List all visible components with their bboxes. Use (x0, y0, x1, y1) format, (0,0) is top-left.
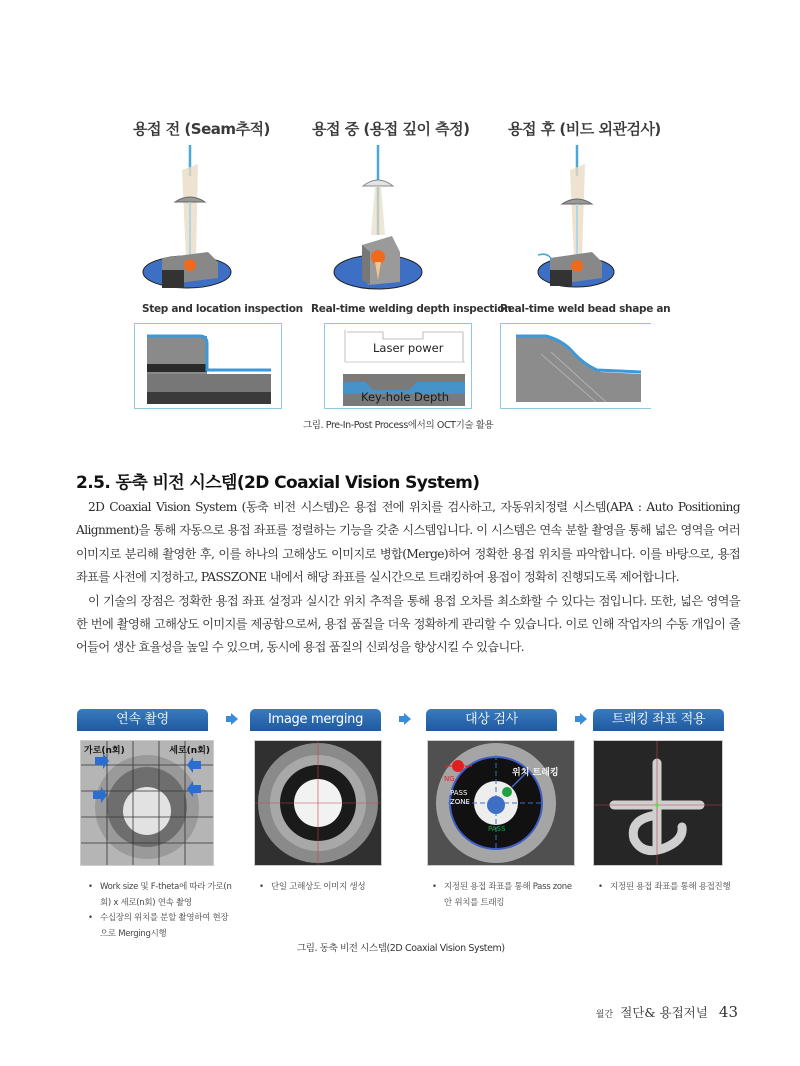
page-footer (596, 1002, 738, 1021)
bullet-item: • Work size 및 F-theta에 따라 가로(n회) x 세로(n회) 연속 촬영 (86, 880, 236, 911)
journal-name: 절단& 용접저널 (620, 1005, 708, 1020)
paragraph-2: 이 기술의 장점은 정확한 용접 좌표 설정과 실시간 위치 추적을 통해 용접 오차를 최소화할 수 있다는 점입니다. 또한, 넓은 영역을 한 번에 촬영해 고해상도 이미지를 제공함으로써, 용접 품질을 더욱 정확하게 관리할 수 있습니다. 이로 인해 작업자의 수동 개입이 줄어들어 생산 효율성을 높일 수 있으며, 동시에 용접 품질의 신뢰성을 향상시킬 수 있습니다. (76, 593, 740, 655)
keyhole-depth-label: Key-hole Depth (361, 390, 450, 404)
page-number: 43 (718, 1003, 738, 1021)
image-merged (254, 740, 382, 866)
result-box-bead-inspection (500, 323, 651, 409)
stage-subtitle-after: Real-time weld bead shape an (500, 303, 671, 315)
stage-subtitle-before: Step and location inspection (142, 303, 303, 315)
bullets-continuous-capture (86, 880, 236, 942)
stage-subtitle-during: Real-time welding depth inspection (311, 303, 512, 315)
image-continuous-capture (80, 740, 214, 866)
horizontal-count-label: 가로(n회) (84, 746, 125, 756)
arrow-right-icon (580, 713, 587, 725)
paragraph-1: 2D Coaxial Vision System (동축 비전 시스템)은 용접 전에 위치를 검사하고, 자동위치정렬 시스템(APA : Auto Positioning Alignment)을 통해 자동으로 용접 좌표를 정렬하는 기능을 갖춘 시스템입니다. 이 시스템은 연속 분할 촬영을 통해 넓은 영역을 여러 이미지로 분리해 촬영한 후, 이를 하나의 고해상도 이미지로 병합(Merge)하여 정확한 용접 위치를 파악합니다. 이를 바탕으로, 용접 좌표를 사전에 지정하고, PASSZONE 내에서 해당 좌표를 실시간으로 트래킹하여 용접이 정확히 진행되도록 제어합니다. (76, 500, 740, 585)
step-image-merging: Image merging (250, 709, 381, 731)
result-box-depth-inspection (324, 323, 472, 409)
stage-title-after: 용접 후 (비드 외관검사) (508, 120, 661, 138)
figure2-caption: 그림. 동축 비전 시스템(2D Coaxial Vision System) (297, 943, 505, 954)
stage-before-illustration (143, 145, 231, 288)
image-tracking-applied (593, 740, 723, 866)
pass-zone-label: PASS ZONE (450, 789, 470, 806)
position-tracking-label: 위치 트래킹 (512, 768, 559, 778)
bullet-item: • 수십장의 위치를 분할 촬영하여 현장으로 Merging시행 (86, 911, 236, 942)
bullets-image-merging (257, 880, 407, 896)
bullet-item: • 지정된 용접 좌표를 통해 용접진행 (596, 880, 746, 896)
figure1-caption: 그림. Pre-In-Post Process에서의 OCT기술 활용 (303, 420, 494, 431)
step-tracking-coordinates: 트래킹 좌표 적용 (593, 709, 724, 731)
vertical-count-label: 세로(n회) (169, 746, 210, 756)
laser-illustrations (130, 140, 650, 295)
stage-title-during: 용접 중 (용접 깊이 측정) (312, 120, 470, 138)
bullet-item: • 지정된 용접 좌표를 통해 Pass zone안 위치를 트래킹 (430, 880, 575, 911)
footer-prefix: 월간 (595, 1010, 614, 1020)
laser-power-label: Laser power (373, 341, 444, 355)
image-target-inspection (427, 740, 575, 866)
section-body (76, 496, 740, 660)
arrow-right-icon (231, 713, 238, 725)
step-target-inspection: 대상 검사 (426, 709, 557, 731)
bullet-item: • 단일 고해상도 이미지 생성 (257, 880, 407, 896)
pass-label: PASS (488, 825, 506, 833)
bullets-target-inspection (430, 880, 575, 911)
arrow-right-icon (404, 713, 411, 725)
stage-after-illustration (538, 145, 614, 287)
bullets-tracking (596, 880, 746, 896)
result-box-step-inspection (134, 323, 282, 409)
stage-during-illustration (334, 145, 422, 289)
section-title: 2.5. 동축 비전 시스템(2D Coaxial Vision System) (76, 473, 480, 493)
ng-label: NG (444, 775, 455, 783)
stage-title-before: 용접 전 (Seam추적) (133, 120, 270, 138)
step-continuous-capture: 연속 촬영 (77, 709, 208, 731)
